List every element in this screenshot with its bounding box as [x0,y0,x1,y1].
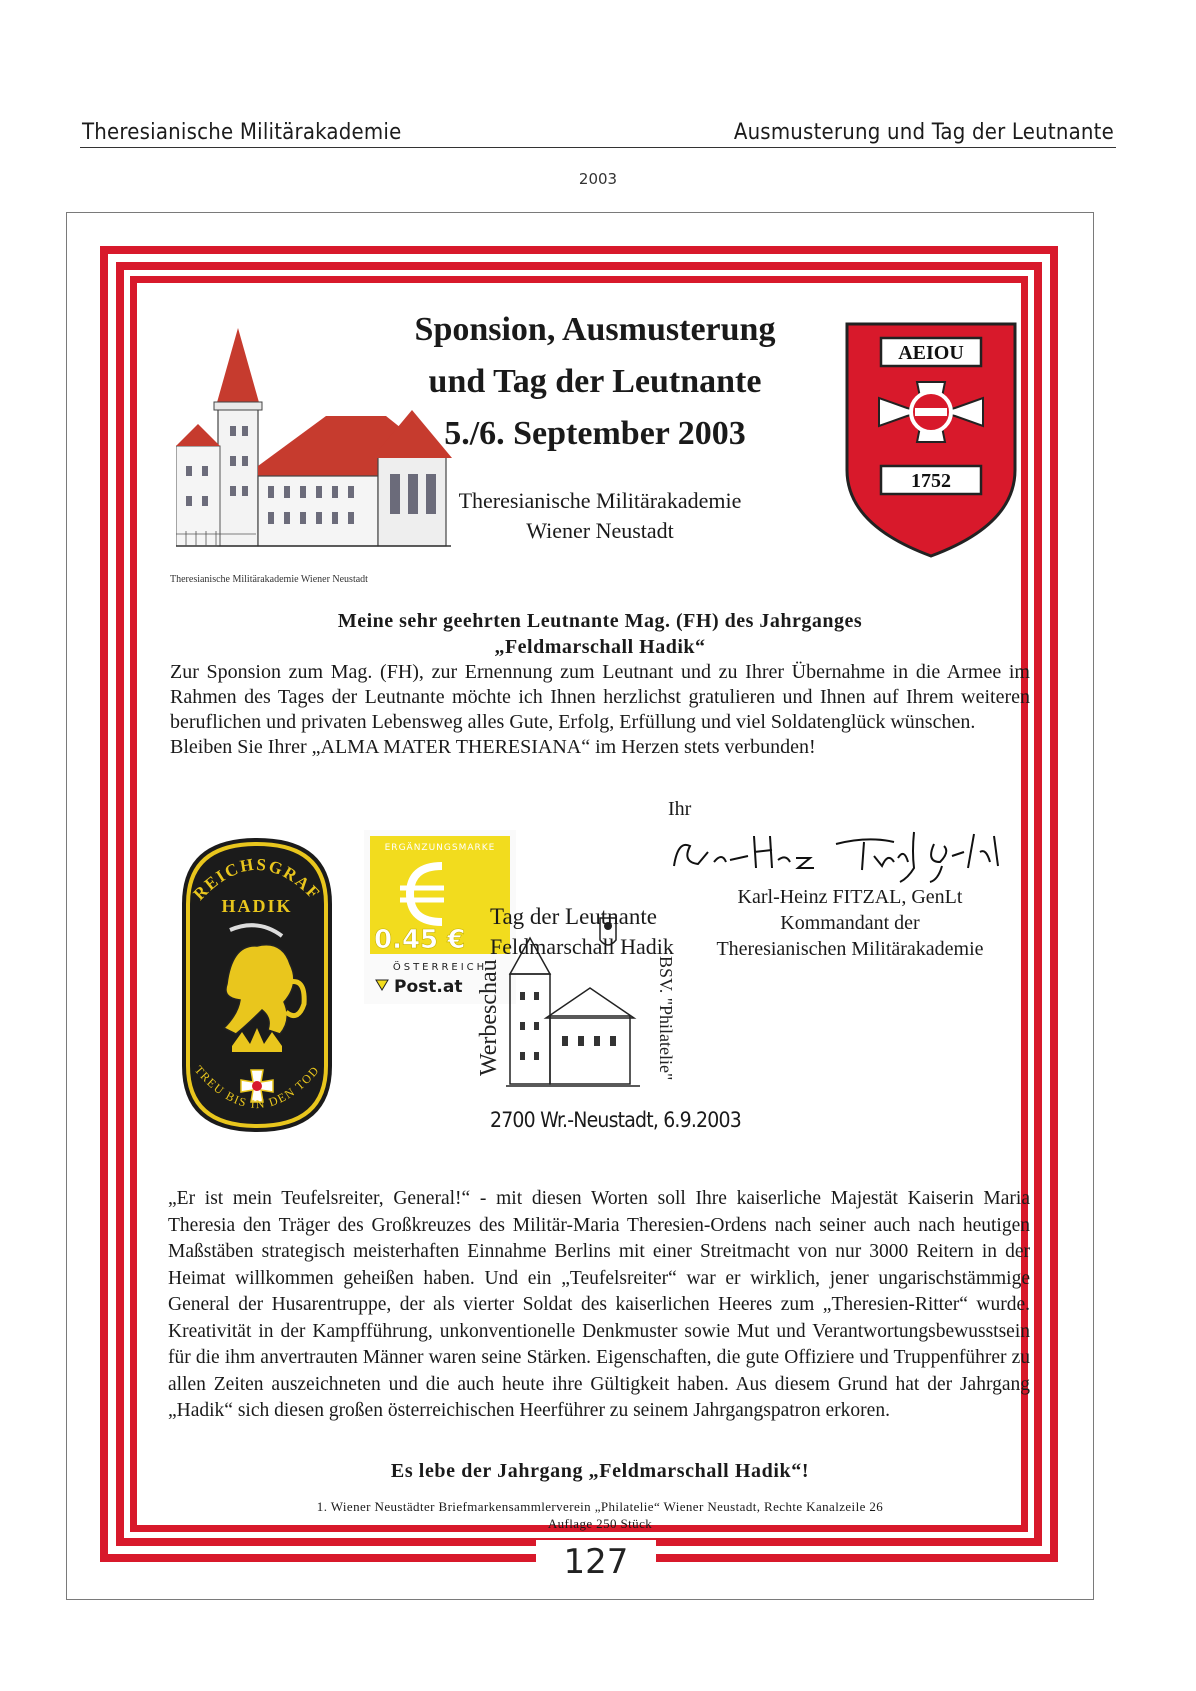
signer-block [690,884,1010,962]
postmark-line-2: Feldmarschall Hadik [490,934,674,959]
stamp-brand: Post.at [394,977,463,997]
closing-line: Es lebe der Jahrgang „Feldmarschall Hadik“! [390,1460,810,1482]
title-line-2: und Tag der Leutnante [428,363,762,400]
postmark-left-vertical: Werbeschau [476,959,502,1076]
greeting-line-2: „Feldmarschall Hadik“ [494,636,706,658]
footnote [170,1498,1030,1532]
hadik-story-text: „Er ist mein Teufelsreiter, General!“ - mit diesen Worten soll Ihre kaiserliche Majestät Kaiserin Maria Theresia den Träger des Großkreuzes des Militär-Maria Theresien-Ordens nach seiner auch nach heutigen Maßstäben strategisch meisterhaften Einnahme Berlins mit einer Streitmacht von nur 3000 Reitern in der Heimat willkommen geheißen haben. Und ein „Teufelsreiter“ war er wirklich, jener ungarischstämmige General der Husarentruppe, der als vierter Soldat des kaiserlichen Heeres zum „Theresien-Ritter“ wurde. Kreativität in der Kampfführung, unkonventionelle Denkmuster sowie Mut und Verantwortungsbewusstsein für die ihm anvertrauten Männer waren seine Stärken. Eigenschaften, die gute Offiziere und Truppenführer zu allen Zeiten auszeichneten und die auch heute ihre Gültigkeit haben. Aus diesem Grund hat der Jahrgang „Hadik“ sich diesen großen österreichischen Heerführer zu seinem Jahrgangspatron erkoren. [168,1188,1030,1421]
album-year: 2003 [578,170,618,188]
card-title [390,304,800,460]
stamp-value: 0.45 € [374,925,466,955]
academy-line-2: Wiener Neustadt [526,518,674,543]
academy-line-1: Theresianische Militärakademie [458,488,742,513]
postmark-cancel [476,896,682,1142]
alma-mater-line: Bleiben Sie Ihrer „ALMA MATER THERESIANA“ im Herzen stets verbunden! [170,736,816,758]
footnote-line-1: 1. Wiener Neustädter Briefmarkensammlerverein „Philatelie“ Wiener Neustadt, Rechte Kanalzeile 26 [316,1499,884,1514]
handwritten-signature [668,822,1018,886]
crest-top-text: AEIOU [898,342,964,364]
signer-name: Karl-Heinz FITZAL, GenLt [737,886,963,908]
footnote-line-2: Auflage 250 Stück [547,1516,653,1531]
badge-top-text: REICHSGRAF [189,854,325,904]
page-number: 127 [536,1540,656,1584]
badge-motto-text: TREU BIS IN DEN TOD [191,1062,323,1112]
postmark-date: 2700 Wr.-Neustadt, 6.9.2003 [490,1108,741,1132]
hadik-badge-icon [172,834,342,1136]
header-rule [80,147,1116,148]
congratulation-text [170,660,1030,760]
signer-title-1: Kommandant der [780,912,920,934]
postmark-line-1: Tag der Leutnante [490,904,657,929]
stamp-label: ERGÄNZUNGSMARKE [384,843,496,853]
stamp-country: ÖSTERREICH [392,962,488,973]
greeting [170,608,1030,660]
title-line-3: 5./6. September 2003 [444,415,746,452]
postmark-right-vertical: BSV. "Philatelie" [656,956,676,1081]
album-header-right: Ausmusterung und Tag der Leutnante [733,120,1114,145]
crest-bottom-text: 1752 [911,470,951,492]
badge-name-text: HADIK [221,896,293,916]
congratulation-paragraph: Zur Sponsion zum Mag. (FH), zur Ernennung zum Leutnant und zu Ihrer Übernahme in die Armee im Rahmen des Tages der Leutnante möchte ich Ihnen herzlichst gratulieren und Ihnen auf Ihrem weiteren beruflichen und privaten Lebensweg alles Gute, Erfolg, Erfüllung und viel Soldatenglück wünschen. [170,661,1030,733]
title-line-1: Sponsion, Ausmusterung [414,311,776,348]
image-caption: Theresianische Militärakademie Wiener Neustadt [170,574,368,585]
greeting-line-1: Meine sehr geehrten Leutnante Mag. (FH) des Jahrganges [337,610,863,632]
academy-crest-icon [843,320,1019,560]
signer-title-2: Theresianischen Militärakademie [716,938,984,960]
academy-name [440,486,760,546]
ihr-text: Ihr [668,798,692,820]
album-header-left: Theresianische Militärakademie [82,120,402,145]
